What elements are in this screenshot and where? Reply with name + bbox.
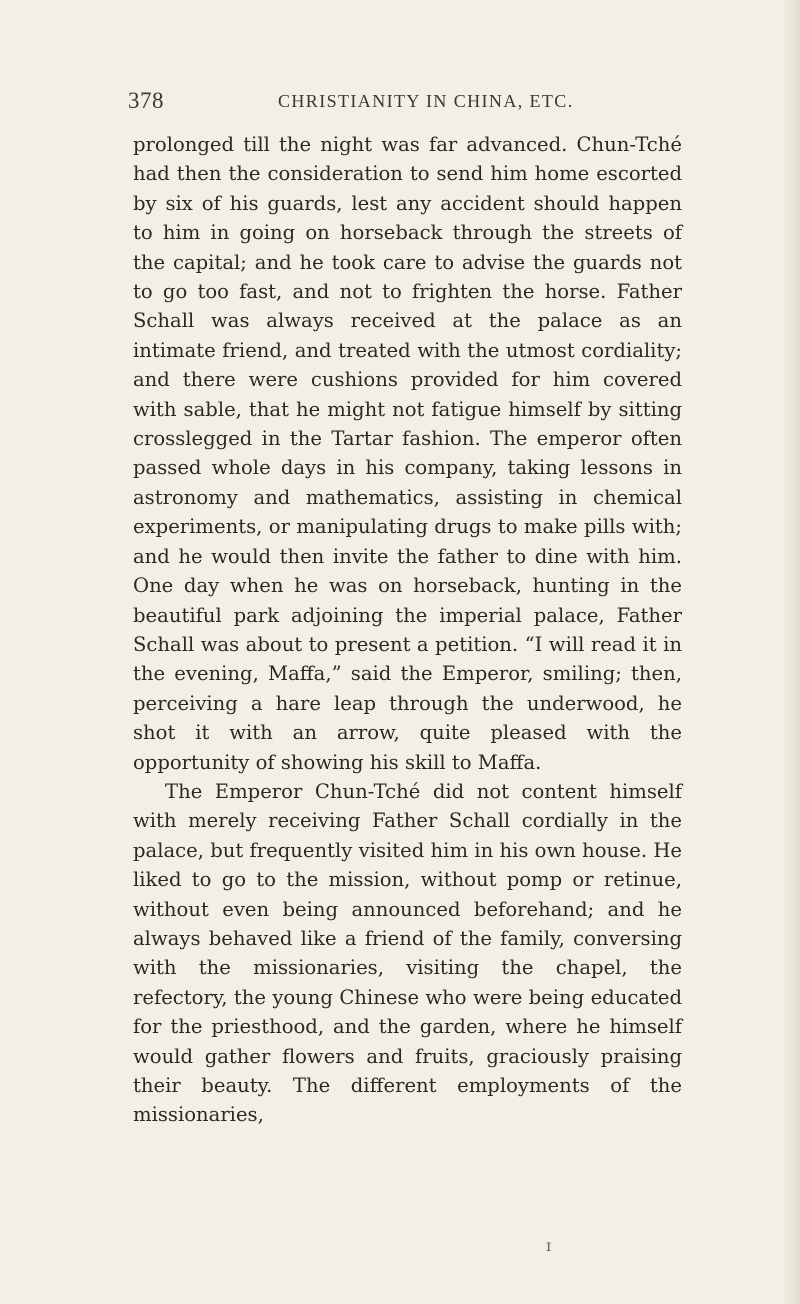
page-edge-shade xyxy=(782,0,800,1304)
running-head xyxy=(128,88,688,116)
paragraph-1: prolonged till the night was far advanced. Chun-Tché had then the consideration to send him home escorted by six of his guards, lest any accident should happen to him in going on horseback through the streets of the capital; and he took care to advise the guards not to go too fast, and not to frighten the horse. Father Schall was always received at the palace as an intimate friend, and treated with the utmost cordiality; and there were cushions provided for him covered with sable, that he might not fatigue himself by sitting crosslegged in the Tartar fashion. The emperor often passed whole days in his company, taking lessons in astronomy and mathematics, assisting in chemical experiments, or manipulating drugs to make pills with; and he would then invite the father to dine with him. One day when he was on horseback, hunting in the beautiful park adjoining the imperial palace, Father Schall was about to present a petition. “I will read it in the evening, Maffa,” said the Emperor, smiling; then, perceiving a hare leap through the underwood, he shot it with an arrow, quite pleased with the opportunity of showing his skill to Maffa. xyxy=(133,133,682,774)
paragraph-2: The Emperor Chun-Tché did not content himself with merely receiving Father Schall cordially in the palace, but frequently visited him in his own house. He liked to go to the mission, without pomp or retinue, without even being announced beforehand; and he always behaved like a friend of the family, conversing with the missionaries, visiting the chapel, the refectory, the young Chinese who were being educated for the priesthood, and the garden, where he himself would gather flowers and fruits, graciously praising their beauty. The different employments of the missionaries, xyxy=(133,779,682,1127)
stray-mark: ɪ xyxy=(546,1236,552,1255)
running-title: CHRISTIANITY IN CHINA, ETC. xyxy=(278,91,574,111)
page-number: 378 xyxy=(128,88,164,113)
body-text xyxy=(133,130,682,1130)
